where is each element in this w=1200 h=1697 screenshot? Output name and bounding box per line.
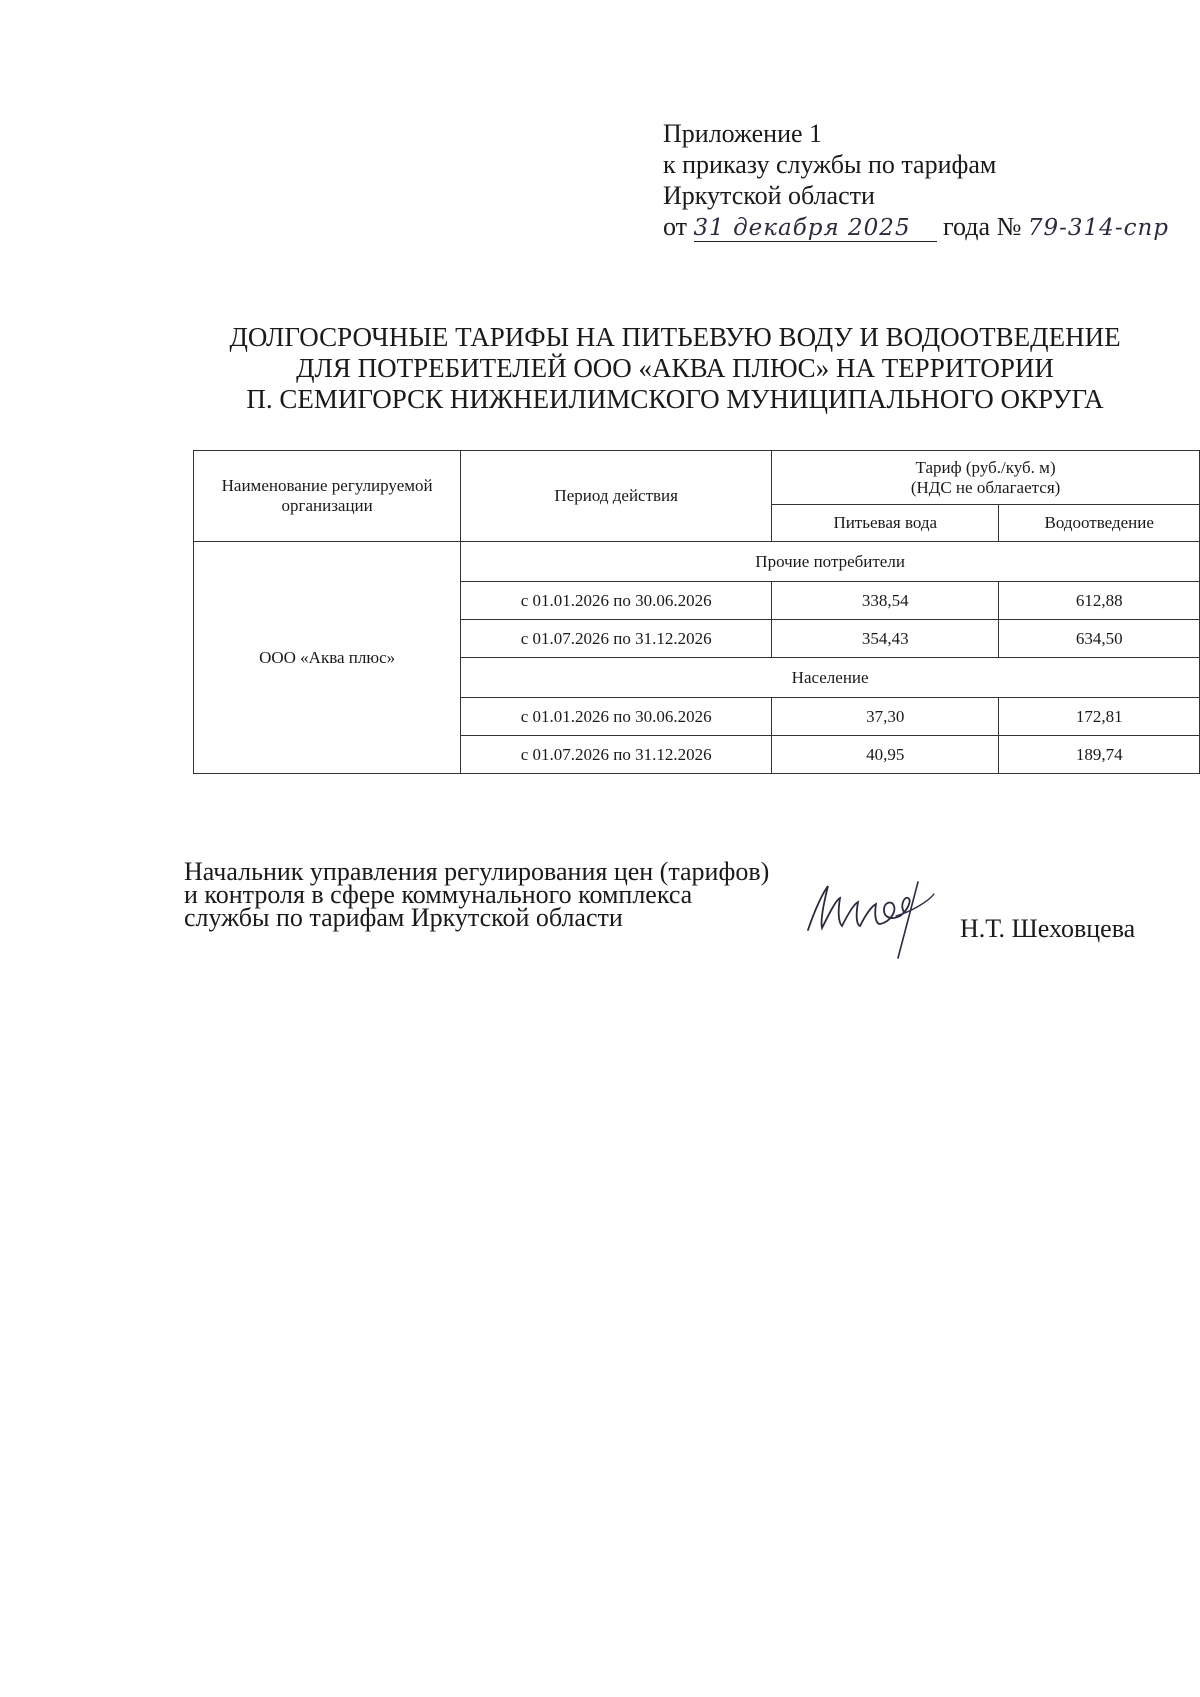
signer-name: Н.Т. Шеховцева [960, 914, 1136, 943]
sewer-tariff-cell: 612,88 [999, 582, 1200, 620]
period-cell: с 01.01.2026 по 30.06.2026 [461, 582, 772, 620]
header-tariff [772, 451, 1200, 505]
from-label: от [663, 212, 688, 241]
sewer-tariff-cell: 634,50 [999, 620, 1200, 658]
header-water: Питьевая вода [772, 505, 999, 542]
group-name-cell: Прочие потребители [461, 542, 1200, 582]
tariff-table [193, 450, 1200, 774]
title-line-3: П. СЕМИГОРСК НИЖНЕИЛИМСКОГО МУНИЦИПАЛЬНОГО ОКРУГА [246, 384, 1104, 414]
water-tariff-cell: 37,30 [772, 698, 999, 736]
period-cell: с 01.07.2026 по 31.12.2026 [461, 736, 772, 774]
document-title [190, 322, 1160, 415]
water-tariff-cell: 354,43 [772, 620, 999, 658]
handwritten-signature [800, 872, 960, 962]
group-row [194, 542, 1200, 582]
header-tariff-vat: (НДС не облагается) [910, 477, 1061, 497]
position-line-3: службы по тарифам Иркутской области [184, 903, 623, 932]
appendix-date-line [663, 211, 1169, 244]
header-org: Наименование регулируемой организации [194, 451, 461, 542]
org-name-cell: ООО «Аква плюс» [194, 542, 461, 774]
year-label: года № [943, 212, 1022, 241]
title-line-2: ДЛЯ ПОТРЕБИТЕЛЕЙ ООО «АКВА ПЛЮС» НА ТЕРРИТОРИИ [296, 353, 1054, 383]
signatory-position [184, 857, 770, 932]
position-line-2: и контроля в сфере коммунального комплекса [184, 880, 693, 909]
header-sewer: Водоотведение [999, 505, 1200, 542]
water-tariff-cell: 40,95 [772, 736, 999, 774]
position-line-1: Начальник управления регулирования цен (тарифов) [184, 857, 770, 886]
appendix-order-ref: к приказу службы по тарифам [663, 150, 997, 179]
header-row [194, 451, 1200, 505]
appendix-label: Приложение 1 [663, 119, 823, 148]
sewer-tariff-cell: 189,74 [999, 736, 1200, 774]
handwritten-date: 31 декабря 2025 [693, 215, 911, 241]
appendix-header [663, 118, 1169, 244]
period-cell: с 01.01.2026 по 30.06.2026 [461, 698, 772, 736]
header-tariff-unit: Тариф (руб./куб. м) [915, 457, 1056, 477]
handwritten-order-number: 79-314-спр [1027, 215, 1170, 241]
title-line-1: ДОЛГОСРОЧНЫЕ ТАРИФЫ НА ПИТЬЕВУЮ ВОДУ И ВОДООТВЕДЕНИЕ [229, 322, 1121, 352]
water-tariff-cell: 338,54 [772, 582, 999, 620]
period-cell: с 01.07.2026 по 31.12.2026 [461, 620, 772, 658]
header-period: Период действия [461, 451, 772, 542]
sewer-tariff-cell: 172,81 [999, 698, 1200, 736]
group-name-cell: Население [461, 658, 1200, 698]
appendix-region: Иркутской области [663, 181, 875, 210]
date-field [694, 214, 937, 242]
